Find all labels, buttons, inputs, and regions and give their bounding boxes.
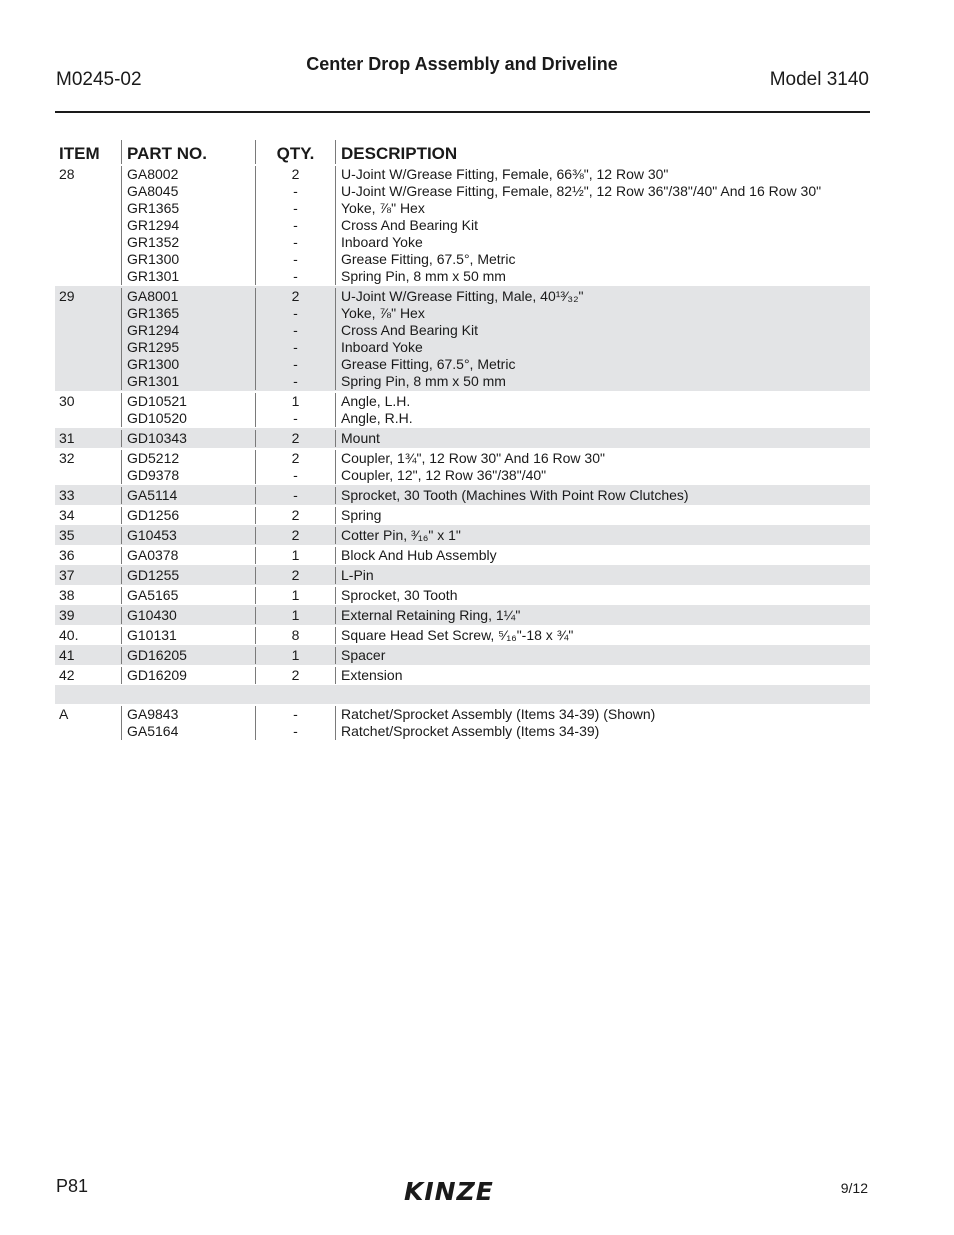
description: Ratchet/Sprocket Assembly (Items 34-39) [341,722,600,739]
table-row-group [55,286,870,391]
quantity: - [293,182,298,199]
item-number: 38 [59,586,75,603]
part-number: GR1365 [127,304,180,321]
description: Square Head Set Screw, ⁵⁄₁₆"-18 x ¾" [341,626,574,643]
part-numbers [121,567,255,584]
description: Yoke, ⅞" Hex [341,304,425,321]
quantity: 1 [291,586,300,603]
part-number: GR1352 [127,233,180,250]
quantity: 2 [291,287,300,304]
description: Coupler, 1¾", 12 Row 30" And 16 Row 30" [341,449,605,466]
table-row-group [55,565,870,585]
part-number: GA8001 [127,287,179,304]
header-divider [55,111,870,113]
quantities [255,706,335,740]
description: Inboard Yoke [341,233,423,250]
quantity: - [293,304,298,321]
column-header-description: DESCRIPTION [335,140,870,164]
description: Coupler, 12", 12 Row 36"/38"/40" [341,466,547,483]
item-number: A [59,705,69,722]
quantities [255,627,335,644]
quantities [255,393,335,427]
item-number: 30 [59,392,75,409]
column-header-item: ITEM [59,144,100,163]
part-number: GA5114 [127,486,178,503]
quantity: - [293,355,298,372]
part-number: GD16205 [127,646,187,663]
item-number: 35 [59,526,75,543]
part-number: GA9843 [127,705,179,722]
part-number: GR1294 [127,216,180,233]
description: Cotter Pin, ³⁄₁₆" x 1" [341,526,461,543]
quantities [255,430,335,447]
part-number: GR1300 [127,250,180,267]
description: L-Pin [341,566,374,583]
model-label: Model 3140 [769,69,869,90]
column-header-qty: QTY. [255,140,335,164]
quantity: - [293,372,298,389]
kinze-logo-text: KINZE [404,1177,494,1206]
table-row-group [55,448,870,485]
document-number: M0245-02 [56,69,142,90]
quantities [255,667,335,684]
part-number: G10131 [127,626,177,643]
quantities [255,166,335,285]
description: Ratchet/Sprocket Assembly (Items 34-39) (Shown) [341,705,656,722]
part-number: GD10520 [127,409,187,426]
quantity: 2 [291,449,300,466]
quantities [255,527,335,544]
description: Sprocket, 30 Tooth (Machines With Point Row Clutches) [341,486,689,503]
quantity: - [293,233,298,250]
table-row-group [55,665,870,685]
quantity: 1 [291,392,300,409]
table-row-group [55,605,870,625]
quantities [255,450,335,484]
quantity: - [293,338,298,355]
kinze-logo [402,1176,520,1206]
description: Angle, L.H. [341,392,411,409]
page-number: P81 [56,1176,89,1196]
descriptions [335,527,870,544]
quantity: - [293,409,298,426]
quantities [255,587,335,604]
descriptions [335,393,870,427]
descriptions [335,507,870,524]
table-assembly-group [55,704,870,741]
part-number: GA0378 [127,546,179,563]
part-number: GR1301 [127,267,180,284]
quantities [255,288,335,390]
quantity: - [293,722,298,739]
table-row-group [55,391,870,428]
quantity: 2 [291,165,300,182]
item-number: 41 [59,646,75,663]
item-number: 32 [59,449,75,466]
quantity: 2 [291,566,300,583]
page-title: Center Drop Assembly and Driveline [306,54,618,74]
table-row-group [55,485,870,505]
part-number: GR1294 [127,321,180,338]
description: Block And Hub Assembly [341,546,497,563]
description: Yoke, ⅞" Hex [341,199,425,216]
description: U-Joint W/Grease Fitting, Male, 40¹³⁄₃₂" [341,287,584,304]
descriptions [335,667,870,684]
part-numbers [121,166,255,285]
description: Sprocket, 30 Tooth [341,586,458,603]
revision-date: 9/12 [840,1180,868,1196]
part-number: GD1256 [127,506,180,523]
table-row-group [55,428,870,448]
quantities [255,507,335,524]
descriptions [335,487,870,504]
description: Spring Pin, 8 mm x 50 mm [341,267,506,284]
item-number: 39 [59,606,75,623]
quantity: 1 [291,646,300,663]
description: Mount [341,429,380,446]
part-numbers [121,288,255,390]
part-numbers [121,587,255,604]
quantity: 8 [291,626,300,643]
descriptions [335,547,870,564]
description: U-Joint W/Grease Fitting, Female, 82½", 12 Row 36"/38"/40" And 16 Row 30" [341,182,822,199]
table-row-group [55,645,870,665]
part-numbers [121,507,255,524]
descriptions [335,627,870,644]
table-spacer-row [55,685,870,704]
part-numbers [121,627,255,644]
part-number: GA8045 [127,182,179,199]
part-numbers [121,430,255,447]
part-number: G10430 [127,606,177,623]
quantity: - [293,466,298,483]
part-numbers [121,547,255,564]
part-number: GR1301 [127,372,180,389]
quantity: - [293,250,298,267]
description: Spring Pin, 8 mm x 50 mm [341,372,506,389]
descriptions [335,647,870,664]
part-number: GD16209 [127,666,187,683]
part-number: GA5165 [127,586,179,603]
quantity: 2 [291,666,300,683]
table-row-group [55,525,870,545]
part-numbers [121,393,255,427]
descriptions [335,450,870,484]
quantity: - [293,267,298,284]
table-row-group [55,164,870,286]
part-numbers [121,706,255,740]
part-numbers [121,450,255,484]
parts-table [55,140,870,741]
part-number: GD10521 [127,392,187,409]
quantity: 2 [291,506,300,523]
description: Grease Fitting, 67.5°, Metric [341,355,516,372]
part-number: GA5164 [127,722,179,739]
description: U-Joint W/Grease Fitting, Female, 66⅜", 12 Row 30" [341,165,669,182]
item-number: 31 [59,429,75,446]
part-numbers [121,487,255,504]
description: Inboard Yoke [341,338,423,355]
item-number: 34 [59,506,75,523]
quantities [255,607,335,624]
item-number: 36 [59,546,75,563]
item-number: 29 [59,287,75,304]
table-header [55,140,870,164]
description: Cross And Bearing Kit [341,321,478,338]
table-row-group [55,625,870,645]
description: Spring [341,506,382,523]
quantity: - [293,486,298,503]
quantity: - [293,705,298,722]
part-numbers [121,667,255,684]
part-number: GD10343 [127,429,187,446]
quantities [255,647,335,664]
item-number: 37 [59,566,75,583]
quantity: - [293,216,298,233]
description: Extension [341,666,403,683]
part-number: GR1295 [127,338,180,355]
item-number: 42 [59,666,75,683]
quantity: - [293,199,298,216]
description: Cross And Bearing Kit [341,216,478,233]
description: External Retaining Ring, 1¼" [341,606,521,623]
descriptions [335,706,870,740]
description: Angle, R.H. [341,409,413,426]
assembly-row-group [55,704,870,741]
part-number: GA8002 [127,165,179,182]
part-numbers [121,527,255,544]
table-row-group [55,545,870,565]
part-number: GD1255 [127,566,180,583]
descriptions [335,430,870,447]
quantities [255,547,335,564]
quantity: 2 [291,429,300,446]
part-number: GD9378 [127,466,180,483]
quantity: 2 [291,526,300,543]
part-number: GR1300 [127,355,180,372]
descriptions [335,567,870,584]
table-body [55,164,870,685]
quantities [255,567,335,584]
part-number: GD5212 [127,449,180,466]
descriptions [335,607,870,624]
quantity: - [293,321,298,338]
item-number: 40. [59,626,79,643]
column-header-part-no: PART NO. [121,140,255,164]
quantities [255,487,335,504]
quantity: 1 [291,606,300,623]
item-number: 33 [59,486,75,503]
item-number: 28 [59,165,75,182]
description: Spacer [341,646,386,663]
quantity: 1 [291,546,300,563]
part-number: G10453 [127,526,177,543]
description: Grease Fitting, 67.5°, Metric [341,250,516,267]
table-row-group [55,505,870,525]
descriptions [335,166,870,285]
part-numbers [121,607,255,624]
descriptions [335,288,870,390]
part-numbers [121,647,255,664]
descriptions [335,587,870,604]
table-row-group [55,585,870,605]
part-number: GR1365 [127,199,180,216]
